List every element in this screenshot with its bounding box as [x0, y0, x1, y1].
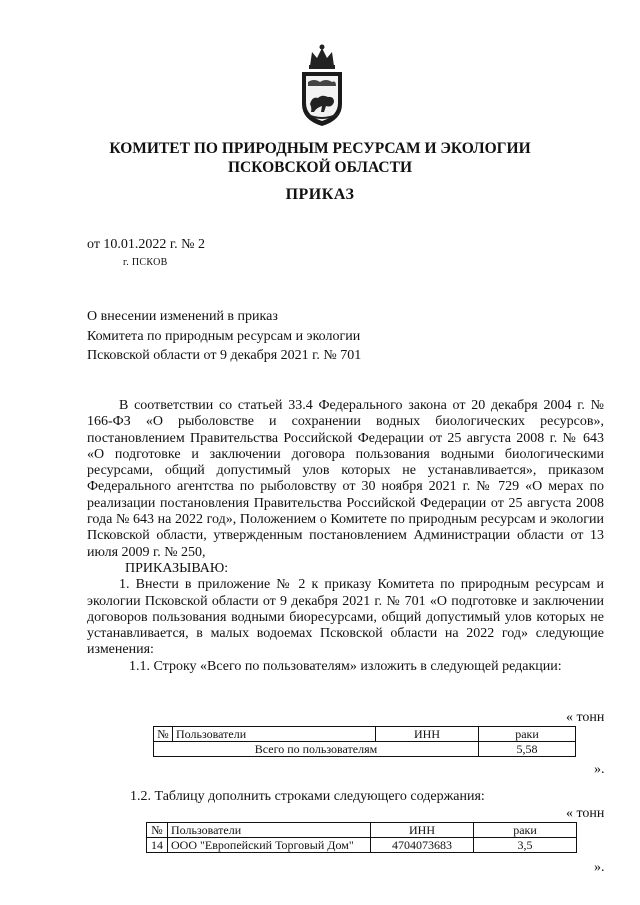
table-2-header-value: раки — [474, 823, 577, 838]
table2-open-quote: « тонн — [566, 806, 605, 821]
item-1-paragraph: 1. Внести в приложение № 2 к приказу Комитета по природным ресурсам и экологии Псковской области от 9 декабря 2021 г. № 701 «О подготовке и заключении договоров пользования водными биоресурсами, общий допустимый улов которых не устанавливается, в малых водоемах Псковской области на 2022 год» следующие изменения: — [87, 577, 604, 658]
decree-word: ПРИКАЗЫВАЮ: — [125, 560, 229, 576]
org-line-1: КОМИТЕТ ПО ПРИРОДНЫМ РЕСУРСАМ И ЭКОЛОГИИ — [109, 140, 531, 157]
table-2-header-num: № — [147, 823, 168, 838]
table-row — [154, 742, 576, 757]
city: г. ПСКОВ — [123, 257, 168, 268]
document-type: ПРИКАЗ — [285, 186, 355, 203]
org-line-2: ПСКОВСКОЙ ОБЛАСТИ — [227, 159, 412, 176]
preamble-paragraph: В соответствии со статьей 33.4 Федерального закона от 20 декабря 2004 г. № 166-ФЗ «О рыболовстве и сохранении водных биологических ресурсов», постановлением Правительства Российской Федерации от 25 августа 2008 г. № 643 «О подготовке и заключении договора пользования водными биологическими ресурсами, общий допустимый улов которых не устанавливается», приказом Федерального агентства по рыболовству от 30 ноября 2021 г. № 729 «О мерах по реализации постановления Правительства Российской Федерации от 25 августа 2008 года № 643 на 2022 год», Положением о Комитете по природным ресурсам и экологии Псковской области, утвержденным постановлением Администрации области от 13 июля 2009 г. № 250, — [87, 398, 604, 560]
table1-open-quote: « тонн — [566, 710, 605, 725]
table-2-row-inn: 4704073683 — [371, 838, 474, 853]
table-2-row-num: 14 — [147, 838, 168, 853]
item-1-1-paragraph: 1.1. Строку «Всего по пользователям» изложить в следующей редакции: — [129, 658, 562, 674]
subject-line-1: О внесении изменений в приказ — [87, 309, 278, 324]
organization-name — [0, 139, 640, 177]
table-2-row-user: ООО "Европейский Торговый Дом" — [168, 838, 371, 853]
table-2-header-row — [147, 823, 577, 838]
table-2-header-inn: ИНН — [371, 823, 474, 838]
table-1-total-label: Всего по пользователям — [154, 742, 479, 757]
item-1-2-paragraph: 1.2. Таблицу дополнить строками следующего содержания: — [130, 789, 485, 804]
document-subject — [87, 307, 361, 366]
table1-close-quote: ». — [594, 762, 605, 777]
table-1 — [153, 726, 576, 757]
table-row — [147, 838, 577, 853]
table-1-header-value: раки — [479, 727, 576, 742]
document-body — [87, 398, 604, 675]
table-2 — [146, 822, 577, 853]
table-2-row-value: 3,5 — [474, 838, 577, 853]
table-1-header-num: № — [154, 727, 173, 742]
date-number: от 10.01.2022 г. № 2 — [87, 237, 205, 252]
table-1-total-value: 5,58 — [479, 742, 576, 757]
table-2-header-users: Пользователи — [168, 823, 371, 838]
coat-of-arms-icon — [296, 42, 348, 128]
table-1-header-inn: ИНН — [376, 727, 479, 742]
table-1-header-row — [154, 727, 576, 742]
subject-line-2: Комитета по природным ресурсам и экологии — [87, 328, 361, 344]
subject-line-3: Псковской области от 9 декабря 2021 г. № 701 — [87, 348, 362, 363]
table2-close-quote: ». — [594, 860, 605, 875]
table-1-header-users: Пользователи — [173, 727, 376, 742]
